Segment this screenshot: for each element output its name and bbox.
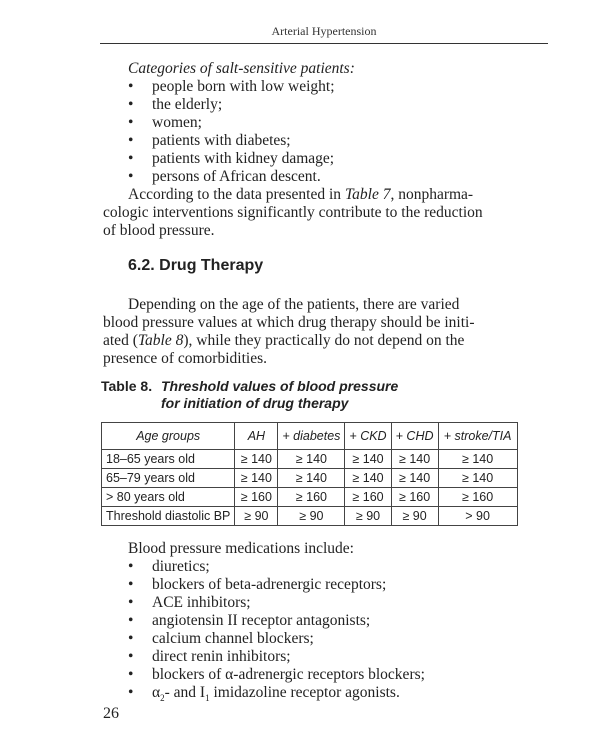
meds-item: angiotensin II receptor antagonists; bbox=[152, 612, 371, 629]
bullet: • bbox=[128, 612, 134, 629]
salt-item: women; bbox=[152, 114, 202, 131]
text: , nonpharma- bbox=[390, 186, 474, 203]
table-cell: ≥ 140 bbox=[278, 469, 345, 488]
bullet: • bbox=[128, 150, 134, 167]
table-cell: ≥ 160 bbox=[438, 488, 517, 507]
table-title-2: for initiation of drug therapy bbox=[161, 395, 349, 411]
table-header-row bbox=[102, 423, 518, 450]
salt-para-line3: of blood pressure. bbox=[103, 222, 215, 239]
bullet: • bbox=[128, 78, 134, 95]
salt-para-line1 bbox=[128, 186, 473, 204]
salt-title: Categories of salt-sensitive patients: bbox=[128, 60, 355, 77]
meds-item: direct renin inhibitors; bbox=[152, 648, 291, 665]
table-cell: > 80 years old bbox=[102, 488, 235, 507]
table-cell: ≥ 140 bbox=[391, 450, 438, 469]
subscript: 2 bbox=[160, 693, 165, 704]
salt-item: people born with low weight; bbox=[152, 78, 335, 95]
bullet: • bbox=[128, 114, 134, 131]
column-header: AH bbox=[235, 423, 278, 450]
table-title-1: Threshold values of blood pressure bbox=[161, 378, 399, 394]
bullet: • bbox=[128, 132, 134, 149]
table-cell: 65–79 years old bbox=[102, 469, 235, 488]
table-ref: Table 7 bbox=[344, 186, 391, 203]
bullet: • bbox=[128, 648, 134, 665]
table-cell: ≥ 160 bbox=[235, 488, 278, 507]
table-cell: ≥ 160 bbox=[278, 488, 345, 507]
table-cell: 18–65 years old bbox=[102, 450, 235, 469]
table-cell: ≥ 140 bbox=[345, 450, 391, 469]
text: According to the data presented in bbox=[128, 186, 345, 203]
table-cell: ≥ 140 bbox=[438, 450, 517, 469]
bullet: • bbox=[128, 684, 134, 701]
table-cell: ≥ 140 bbox=[345, 469, 391, 488]
table-label: Table 8. bbox=[101, 378, 153, 394]
table-row bbox=[102, 507, 518, 526]
meds-item: blockers of α-adrenergic receptors blockers; bbox=[152, 666, 425, 683]
meds-item: calcium channel blockers; bbox=[152, 630, 314, 647]
para2-line2: blood pressure values at which drug therapy should be initi- bbox=[103, 314, 475, 331]
bullet: • bbox=[128, 666, 134, 683]
bullet: • bbox=[128, 594, 134, 611]
column-header: + diabetes bbox=[278, 423, 345, 450]
table-cell: ≥ 160 bbox=[345, 488, 391, 507]
meds-item: ACE inhibitors; bbox=[152, 594, 251, 611]
table-cell: ≥ 140 bbox=[438, 469, 517, 488]
table-cell: ≥ 160 bbox=[391, 488, 438, 507]
table-cell: ≥ 90 bbox=[345, 507, 391, 526]
header-rule bbox=[100, 43, 548, 44]
text: imidazoline receptor agonists. bbox=[209, 684, 400, 701]
table-cell: ≥ 140 bbox=[278, 450, 345, 469]
salt-para-line2: cologic interventions significantly contribute to the reduction bbox=[103, 204, 483, 221]
salt-item: the elderly; bbox=[152, 96, 223, 113]
table-cell: > 90 bbox=[438, 507, 517, 526]
table-row bbox=[102, 469, 518, 488]
bullet: • bbox=[128, 168, 134, 185]
table-cell: ≥ 90 bbox=[235, 507, 278, 526]
running-head: Arterial Hypertension bbox=[271, 24, 377, 38]
table-row bbox=[102, 450, 518, 469]
bullet: • bbox=[128, 96, 134, 113]
bullet: • bbox=[128, 630, 134, 647]
bullet: • bbox=[128, 576, 134, 593]
para2-line3 bbox=[103, 332, 464, 350]
column-header: Age groups bbox=[102, 423, 235, 450]
threshold-table bbox=[101, 422, 518, 526]
para2-line4: presence of comorbidities. bbox=[103, 350, 267, 367]
column-header: + CHD bbox=[391, 423, 438, 450]
table-row bbox=[102, 488, 518, 507]
salt-item: patients with diabetes; bbox=[152, 132, 291, 149]
text: ), while they practically do not depend on the bbox=[183, 332, 465, 349]
section-heading: 6.2. Drug Therapy bbox=[128, 257, 264, 274]
table-cell: ≥ 90 bbox=[391, 507, 438, 526]
table-cell: ≥ 140 bbox=[235, 450, 278, 469]
meds-item: diuretics; bbox=[152, 558, 210, 575]
text: ated ( bbox=[103, 332, 138, 349]
column-header: + CKD bbox=[345, 423, 391, 450]
meds-intro: Blood pressure medications include: bbox=[128, 540, 354, 557]
salt-item: patients with kidney damage; bbox=[152, 150, 335, 167]
table-ref: Table 8 bbox=[137, 332, 184, 349]
para2-line1: Depending on the age of the patients, there are varied bbox=[128, 296, 460, 313]
table-cell: ≥ 90 bbox=[278, 507, 345, 526]
table-cell: Threshold diastolic BP bbox=[102, 507, 235, 526]
column-header: + stroke/TIA bbox=[438, 423, 517, 450]
salt-item: persons of African descent. bbox=[152, 168, 321, 185]
subscript: 1 bbox=[205, 693, 210, 704]
table-cell: ≥ 140 bbox=[235, 469, 278, 488]
bullet: • bbox=[128, 558, 134, 575]
page-number: 26 bbox=[103, 705, 119, 722]
text: - and I bbox=[164, 684, 206, 701]
meds-item-last bbox=[152, 684, 400, 707]
table-cell: ≥ 140 bbox=[391, 469, 438, 488]
meds-item: blockers of beta-adrenergic receptors; bbox=[152, 576, 387, 593]
text: α bbox=[152, 684, 161, 701]
